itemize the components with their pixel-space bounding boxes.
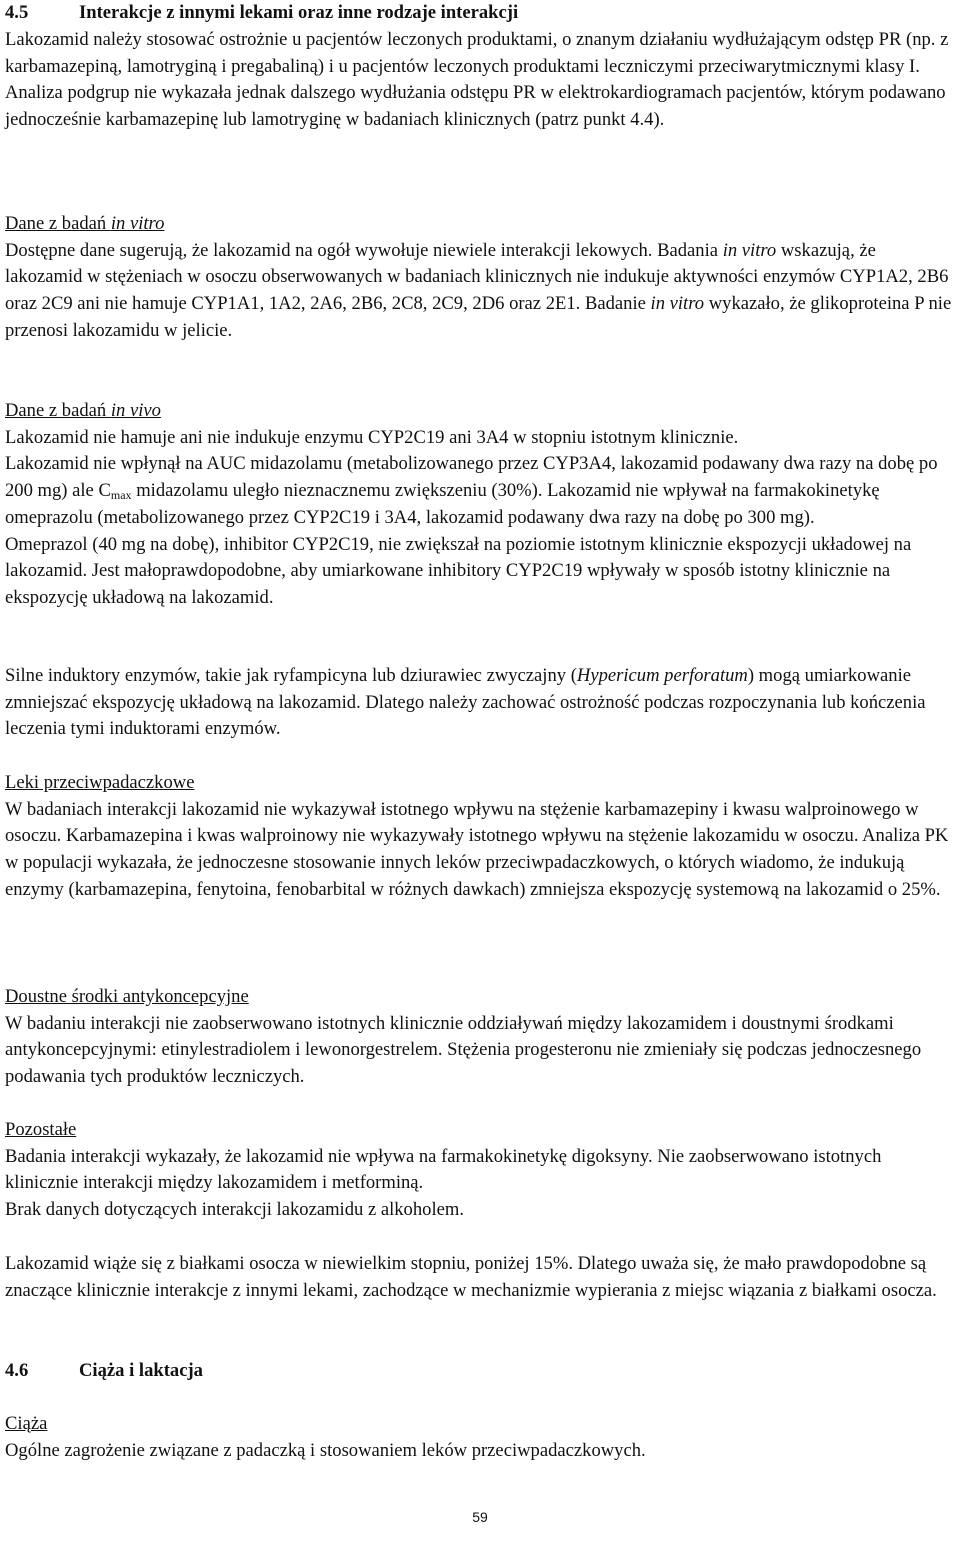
section-title: Interakcje z innymi lekami oraz inne rodzaje interakcji — [79, 2, 519, 23]
other-text2: Brak danych dotyczących interakcji lakozamidu z alkoholem. — [5, 1199, 464, 1221]
section-heading — [5, 0, 518, 27]
intro-paragraph: Lakozamid należy stosować ostrożnie u pacjentów leczonych produktami, o znanym działaniu wydłużającym odstęp PR (np. z karbamazepiną, lamotryginą i pregabaliną) i u pacjentów leczonych produktami leczniczymi przeciwarytmicznymi klasy I. Analiza podgrup nie wykazała jednak dalszego wydłużania odstępu PR w elektrokardiogramach pacjentów, którym podawano jednocześnie karbamazepinę lub lamotryginę w badaniach klinicznych (patrz punkt 4.4). — [5, 29, 949, 131]
contraceptives-heading: Doustne środki antykoncepcyjne — [5, 986, 249, 1007]
section-title: Ciąża i laktacja — [79, 1360, 203, 1381]
antiepileptics-heading: Leki przeciwpadaczkowe — [5, 772, 195, 793]
inductors-paragraph: Silne induktory enzymów, takie jak ryfampicyna lub dziurawiec zwyczajny (Hypericum perforatum) mogą umiarkowanie zmniejszać ekspozycję układową na lakozamid. Dlatego należy zachować ostrożność podczas rozpoczynania lub kończenia leczenia tymi induktorami enzymów. — [5, 665, 926, 740]
in-vitro-heading: Dane z badań in vitro — [5, 213, 165, 234]
section-number: 4.5 — [5, 2, 29, 23]
in-vivo-text2: Lakozamid nie wpłynął na AUC midazolamu (metabolizowanego przez CYP3A4, lakozamid podawany dwa razy na dobę po 200 mg) ale Cmax midazolamu uległo nieznacznemu zwiększeniu (30%). Lakozamid nie wpływał na farmakokinetykę omeprazolu (metabolizowanego przez CYP2C19 i 3A4, lakozamid podawany dwa razy na dobę po 300 mg). — [5, 453, 938, 528]
antiepileptics-text: W badaniach interakcji lakozamid nie wykazywał istotnego wpływu na stężenie karbamazepiny i kwasu walproinowego w osoczu. Karbamazepina i kwas walproinowy nie wykazywały istotnego wpływu na stężenie lakozamidu w osoczu. Analiza PK w populacji wykazała, że jednoczesne stosowanie innych leków przeciwpadaczkowych, o których wiadomo, że indukują enzymy (karbamazepina, fenytoina, fenobarbital w różnych dawkach) zmniejsza ekspozycję systemową na lakozamid o 25%. — [5, 798, 949, 900]
in-vivo-heading: Dane z badań in vivo — [5, 400, 161, 421]
page-number: 59 — [472, 1509, 488, 1525]
other-text1: Badania interakcji wykazały, że lakozamid nie wpływa na farmakokinetykę digoksyny. Nie zaobserwowano istotnych klinicznie interakcji między lakozamidem i metforminą. — [5, 1145, 882, 1194]
contraceptives-section — [5, 984, 955, 1091]
in-vitro-text: Dostępne dane sugerują, że lakozamid na ogół wywołuje niewiele interakcji lekowych. Badania in vitro wskazują, że lakozamid w stężeniach w osoczu obserwowanych w badaniach klinicznych nie indukuje aktywności enzymów CYP1A2, 2B6 oraz 2C9 ani nie hamuje CYP1A1, 1A2, 2A6, 2B6, 2C8, 2C9, 2D6 oraz 2E1. Badanie in vitro wykazało, że glikoproteina P nie przenosi lakozamidu w jelicie. — [5, 239, 952, 341]
antiepileptics-section — [5, 770, 955, 904]
protein-binding-paragraph: Lakozamid wiąże się z białkami osocza w niewielkim stopniu, poniżej 15%. Dlatego uważa się, że mało prawdopodobne są znaczące klinicznie interakcje z innymi lekami, zachodzące w mechanizmie wypierania z miejsc wiązania z białkami osocza. — [5, 1253, 937, 1301]
other-section — [5, 1117, 955, 1224]
in-vivo-text3: Omeprazol (40 mg na dobę), inhibitor CYP2C19, nie zwiększał na poziomie istotnym klinicznie ekspozycji układowej na lakozamid. Jest małoprawdopodobne, aby umiarkowane inhibitory CYP2C19 wpływały w sposób istotny klinicznie na ekspozycję układową na lakozamid. — [5, 533, 912, 608]
in-vivo-line1: Lakozamid nie hamuje ani nie indukuje enzymu CYP2C19 ani 3A4 w stopniu istotnym klinicznie. — [5, 426, 739, 448]
pregnancy-heading: Ciąża — [5, 1413, 48, 1434]
contraceptives-text: W badaniu interakcji nie zaobserwowano istotnych klinicznie oddziaływań między lakozamidem i doustnymi środkami antykoncepcyjnymi: etinylestradiolem i lewonorgestrelem. Stężenia progesteronu nie zmieniały się podczas jednoczesnego podawania tych produktów leczniczych. — [5, 1012, 922, 1088]
section-number: 4.6 — [5, 1360, 29, 1381]
in-vitro-section — [5, 211, 955, 345]
section-heading — [5, 1358, 203, 1385]
in-vivo-section — [5, 398, 955, 612]
pregnancy-section — [5, 1411, 955, 1464]
other-heading: Pozostałe — [5, 1119, 77, 1140]
pregnancy-text: Ogólne zagrożenie związane z padaczką i stosowaniem leków przeciwpadaczkowych. — [5, 1439, 646, 1461]
